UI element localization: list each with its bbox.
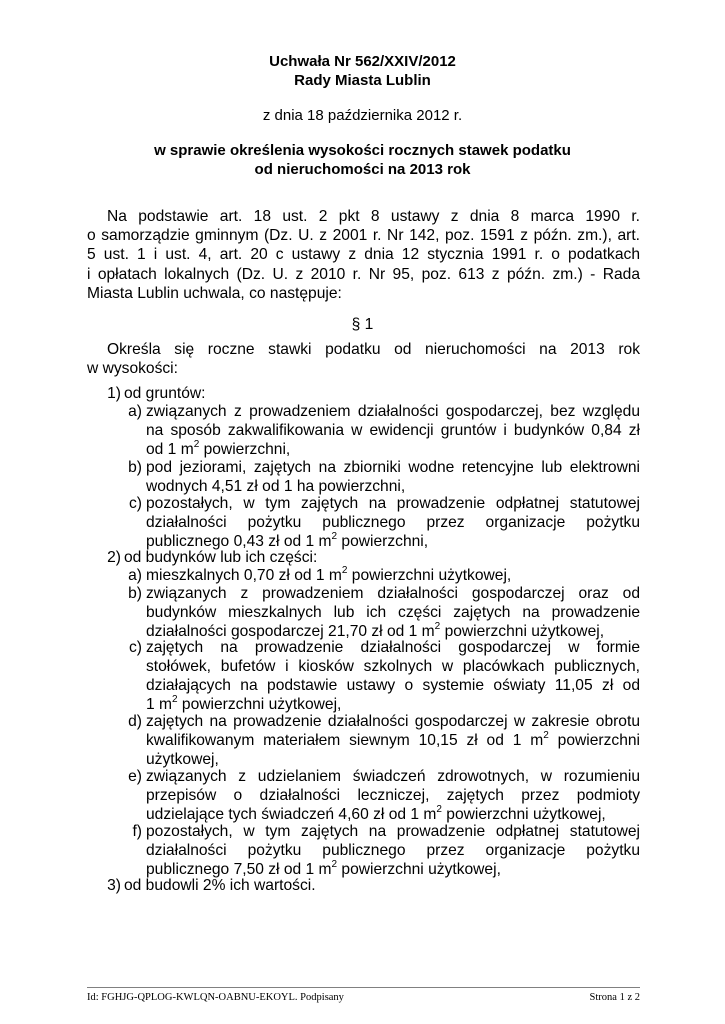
list-label: 2) <box>107 549 121 566</box>
list-line: publicznego 0,43 zł od 1 <box>146 533 319 550</box>
preamble-line: i opłatach lokalnych (Dz. U. z 2010 r. Nr 95, poz. 613 z późn. zm.) - Rada <box>87 265 640 283</box>
list-line: udzielające tych świadczeń 4,60 zł od 1 <box>146 806 424 823</box>
list-line: kwalifikowanym materiałem siewnym 10,15 zł od 1 <box>146 732 531 749</box>
list-label: c) <box>129 495 142 512</box>
preamble <box>87 207 640 303</box>
list-line: związanych z udzielaniem świadczeń zdrowotnych, w rozumieniu <box>146 768 640 785</box>
list-label: a) <box>128 567 142 584</box>
list-label: 3) <box>107 877 121 894</box>
list-label: e) <box>128 768 142 785</box>
unit-exponent: 2 <box>331 530 338 542</box>
list-line: pozostałych, w tym zajętych na prowadzenie odpłatnej statutowej <box>146 823 640 840</box>
council-name: Rady Miasta Lublin <box>294 72 431 89</box>
subject-line-2: od nieruchomości na 2013 rok <box>254 161 471 178</box>
list-line: działalności pożytku publicznego przez organizacje pożytku <box>146 514 640 531</box>
list-line: powierzchni użytkowej, <box>441 806 606 823</box>
list-line: na sposób zakwalifikowania w ewidencji gruntów i budynków 0,84 zł <box>146 422 640 439</box>
list-label: b) <box>128 459 142 476</box>
list-line: zajętych na prowadzenie działalności gospodarczej w zakresie obrotu <box>146 713 640 730</box>
list-line: pod jeziorami, zajętych na zbiorniki wodne retencyjne lub elektrowni <box>146 459 640 476</box>
section-mark: § 1 <box>351 316 374 333</box>
list-line: działalności pożytku publicznego przez organizacje pożytku <box>146 842 640 859</box>
list-line: pozostałych, w tym zajętych na prowadzenie odpłatnej statutowej <box>146 495 640 512</box>
list-line: związanych z prowadzeniem działalności gospodarczej, bez względu <box>146 403 640 420</box>
list-line: mieszkalnych 0,70 zł od 1 <box>146 567 329 584</box>
unit-exponent: 2 <box>436 803 442 815</box>
resolution-date: z dnia 18 października 2012 r. <box>262 107 463 124</box>
list-line: działających na podstawie ustawy o systemie oświaty 11,05 zł od <box>146 677 640 694</box>
resolution-title: Uchwała Nr 562/XXIV/2012 <box>269 53 456 70</box>
list-line: wodnych 4,51 zł od 1 ha powierzchni, <box>146 478 406 495</box>
list-line: budynków mieszkalnych lub ich części zajętych na prowadzenie <box>146 604 640 621</box>
list-line: powierzchni użytkowej, <box>177 696 342 713</box>
list-line: 1 <box>146 696 160 713</box>
footer-divider <box>87 987 640 988</box>
unit-m: m <box>423 806 437 823</box>
list-line: powierzchni <box>548 732 641 749</box>
list-line: powierzchni użytkowej, <box>440 623 605 640</box>
unit-m: m <box>318 533 332 550</box>
list-label: c) <box>129 639 142 656</box>
intro <box>87 340 640 378</box>
list-text: od budowli 2% ich wartości. <box>124 877 316 894</box>
unit-exponent: 2 <box>172 693 178 705</box>
list-label: b) <box>128 585 142 602</box>
preamble-line: 5 ust. 1 i ust. 4, art. 20 c ustawy z dnia 12 stycznia 1991 r. o podatkach <box>87 246 640 264</box>
list-label: d) <box>128 713 142 730</box>
page-number: Strona 1 z 2 <box>589 992 640 1003</box>
list-line: użytkowej, <box>146 751 219 768</box>
list-line: przepisów o działalności leczniczej, zajętych przez podmioty <box>146 787 640 804</box>
unit-exponent: 2 <box>341 564 348 576</box>
list-line: stołówek, bufetów i kiosków szkolnych w placówkach publicznych, <box>146 658 640 675</box>
unit-exponent: 2 <box>434 620 441 632</box>
preamble-line: o samorządzie gminnym (Dz. U. z 2001 r. Nr 142, poz. 1591 z późn. zm.), art. <box>87 227 640 245</box>
unit-exponent: 2 <box>543 729 549 741</box>
unit-m: m <box>328 567 342 584</box>
unit-m: m <box>180 441 194 458</box>
list-line: działalności gospodarczej 21,70 zł od 1 <box>146 623 422 640</box>
list-line: powierzchni, <box>199 441 291 458</box>
unit-exponent: 2 <box>193 438 200 450</box>
preamble-line: Na podstawie art. 18 ust. 2 pkt 8 ustawy z dnia 8 marca 1990 r. <box>107 208 640 225</box>
list-line: publicznego 7,50 zł od 1 <box>146 861 319 878</box>
list-line: powierzchni użytkowej, <box>337 861 501 878</box>
list-line: od 1 <box>146 441 181 458</box>
list-line: związanych z prowadzeniem działalności gospodarczej oraz od <box>146 585 640 602</box>
intro-line: w wysokości: <box>87 360 178 378</box>
preamble-line: Miasta Lublin uchwala, co następuje: <box>87 284 342 302</box>
document-id: Id: FGHJG-QPLOG-KWLQN-OABNU-EKOYL. Podpisany <box>87 992 344 1003</box>
unit-m: m <box>421 623 435 640</box>
list-line: zajętych na prowadzenie działalności gospodarczej w formie <box>146 639 640 656</box>
list-label: 1) <box>107 385 121 402</box>
unit-m: m <box>159 696 173 713</box>
unit-m: m <box>530 732 544 749</box>
list-line: powierzchni, <box>337 533 429 550</box>
list-label: f) <box>132 823 142 840</box>
intro-line: Określa się roczne stawki podatku od nieruchomości na 2013 rok <box>107 341 640 358</box>
list-text: od gruntów: <box>124 385 206 402</box>
list-text: od budynków lub ich części: <box>124 549 318 566</box>
list-line: powierzchni użytkowej, <box>347 567 512 584</box>
list-label: a) <box>128 403 142 420</box>
unit-m: m <box>318 861 332 878</box>
unit-exponent: 2 <box>331 858 338 870</box>
subject-line-1: w sprawie określenia wysokości rocznych stawek podatku <box>154 142 571 159</box>
